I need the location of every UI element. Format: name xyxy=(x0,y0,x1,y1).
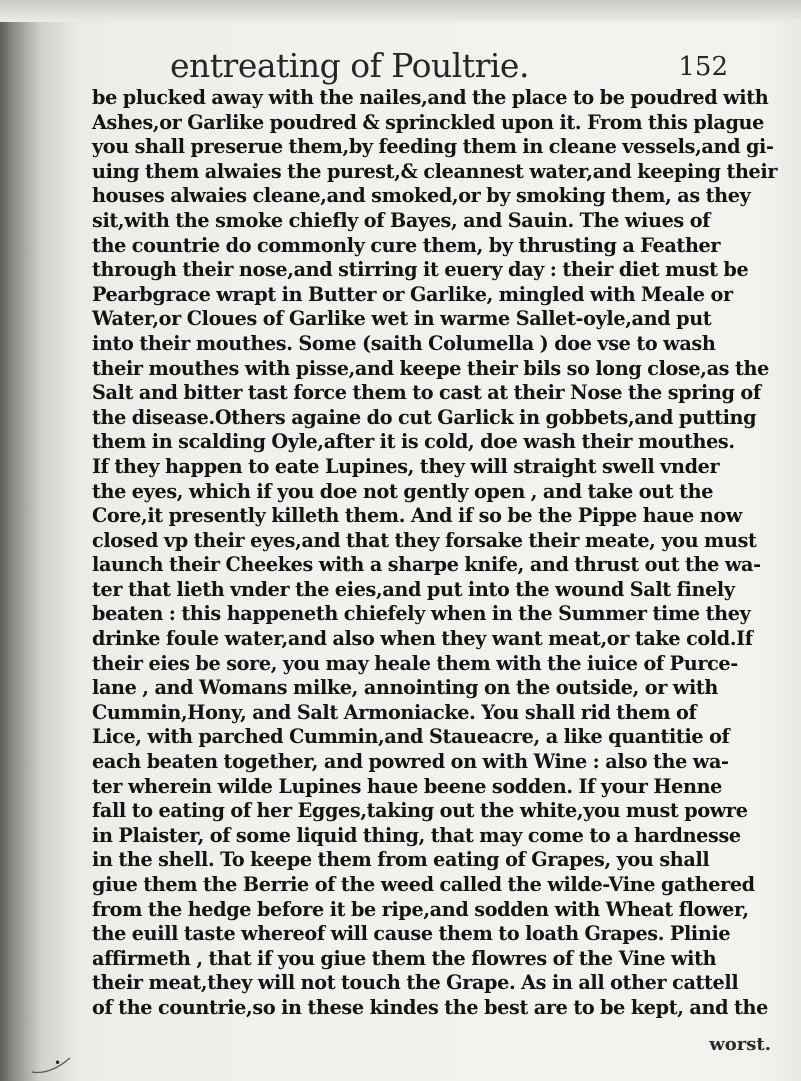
page-top-shadow xyxy=(0,0,801,22)
text-line: Ashes,or Garlike poudred & sprinckled upon it. From this plague xyxy=(92,110,764,134)
text-line: beaten : this happeneth chiefely when in the Summer time they xyxy=(92,602,751,626)
text-line: fall to eating of her Egges,taking out the white,you must powre xyxy=(92,799,748,823)
running-title: entreating of Poultrie. xyxy=(170,46,529,85)
text-line: uing them alwaies the purest,& cleannest water,and keeping their xyxy=(92,159,778,183)
text-line: the eyes, which if you doe not gently open , and take out the xyxy=(92,479,714,503)
text-line: houses alwaies cleane,and smoked,or by smoking them, as they xyxy=(92,184,751,208)
catchword: worst. xyxy=(709,1034,771,1055)
pencil-mark-icon xyxy=(30,1036,90,1076)
page-header xyxy=(170,46,730,86)
text-line: through their nose,and stirring it euery day : their diet must be xyxy=(92,258,749,282)
text-line: If they happen to eate Lupines, they will straight swell vnder xyxy=(92,454,720,478)
text-line: ter wherein wilde Lupines haue beene sodden. If your Henne xyxy=(92,774,723,798)
text-line: the disease.Others againe do cut Garlick in gobbets,and putting xyxy=(92,405,757,429)
text-line: giue them the Berrie of the weed called the wilde-Vine gathered xyxy=(92,873,755,896)
text-line: closed vp their eyes,and that they forsake their meate, you must xyxy=(92,528,757,552)
text-line: you shall preserue them,by feeding them in cleane vessels,and gi- xyxy=(92,135,774,159)
text-line: drinke foule water,and also when they want meat,or take cold.If xyxy=(92,627,753,651)
text-line: from the hedge before it be ripe,and sodden with Wheat flower, xyxy=(92,897,749,921)
text-line: the countrie do commonly cure them, by thrusting a Feather xyxy=(92,233,721,257)
text-line: Salt and bitter tast force them to cast at their Nose the spring of xyxy=(92,381,761,405)
text-line: affirmeth , that if you giue them the flowres of the Vine with xyxy=(92,946,717,970)
body-text xyxy=(92,86,778,1021)
text-line: launch their Cheekes with a sharpe knife, and thrust out the wa- xyxy=(92,553,761,577)
text-line: Core,it presently killeth them. And if so be the Pippe haue now xyxy=(92,504,742,528)
text-line: the euill taste whereof will cause them to loath Grapes. Plinie xyxy=(92,922,731,946)
text-line: Cummin,Hony, and Salt Armoniacke. You shall rid them of xyxy=(92,700,697,724)
text-line: ter that lieth vnder the eies,and put into the wound Salt finely xyxy=(92,577,735,601)
page-number: 152 xyxy=(678,52,728,82)
text-line: in the shell. To keepe them from eating of Grapes, you shall xyxy=(92,848,710,872)
text-line: their mouthes with pisse,and keepe their bils so long close,as the xyxy=(92,356,769,380)
text-line: of the countrie,so in these kindes the best are to be kept, and the xyxy=(92,995,768,1019)
text-line: into their mouthes. Some (saith Columella ) doe vse to wash xyxy=(92,331,716,355)
text-line: be plucked away with the nailes,and the place to be poudred with xyxy=(92,86,769,109)
text-line: Pearbgrace wrapt in Butter or Garlike, mingled with Meale or xyxy=(92,282,733,306)
text-line: in Plaister, of some liquid thing, that may come to a hardnesse xyxy=(92,823,741,847)
text-line: lane , and Womans milke, annointing on the outside, or with xyxy=(92,676,719,700)
text-line: Water,or Cloues of Garlike wet in warme Sallet-oyle,and put xyxy=(92,307,712,331)
text-line: sit,with the smoke chiefly of Bayes, and Sauin. The wiues of xyxy=(92,208,711,232)
text-line: their eies be sore, you may heale them with the iuice of Purce- xyxy=(92,651,738,675)
text-line: them in scalding Oyle,after it is cold, doe wash their mouthes. xyxy=(92,430,735,454)
text-line: each beaten together, and powred on with Wine : also the wa- xyxy=(92,750,729,774)
text-line: Lice, with parched Cummin,and Staueacre, a like quantitie of xyxy=(92,725,730,749)
text-line: their meat,they will not touch the Grape. As in all other cattell xyxy=(92,971,739,995)
signature-mark: • xyxy=(54,1056,62,1070)
